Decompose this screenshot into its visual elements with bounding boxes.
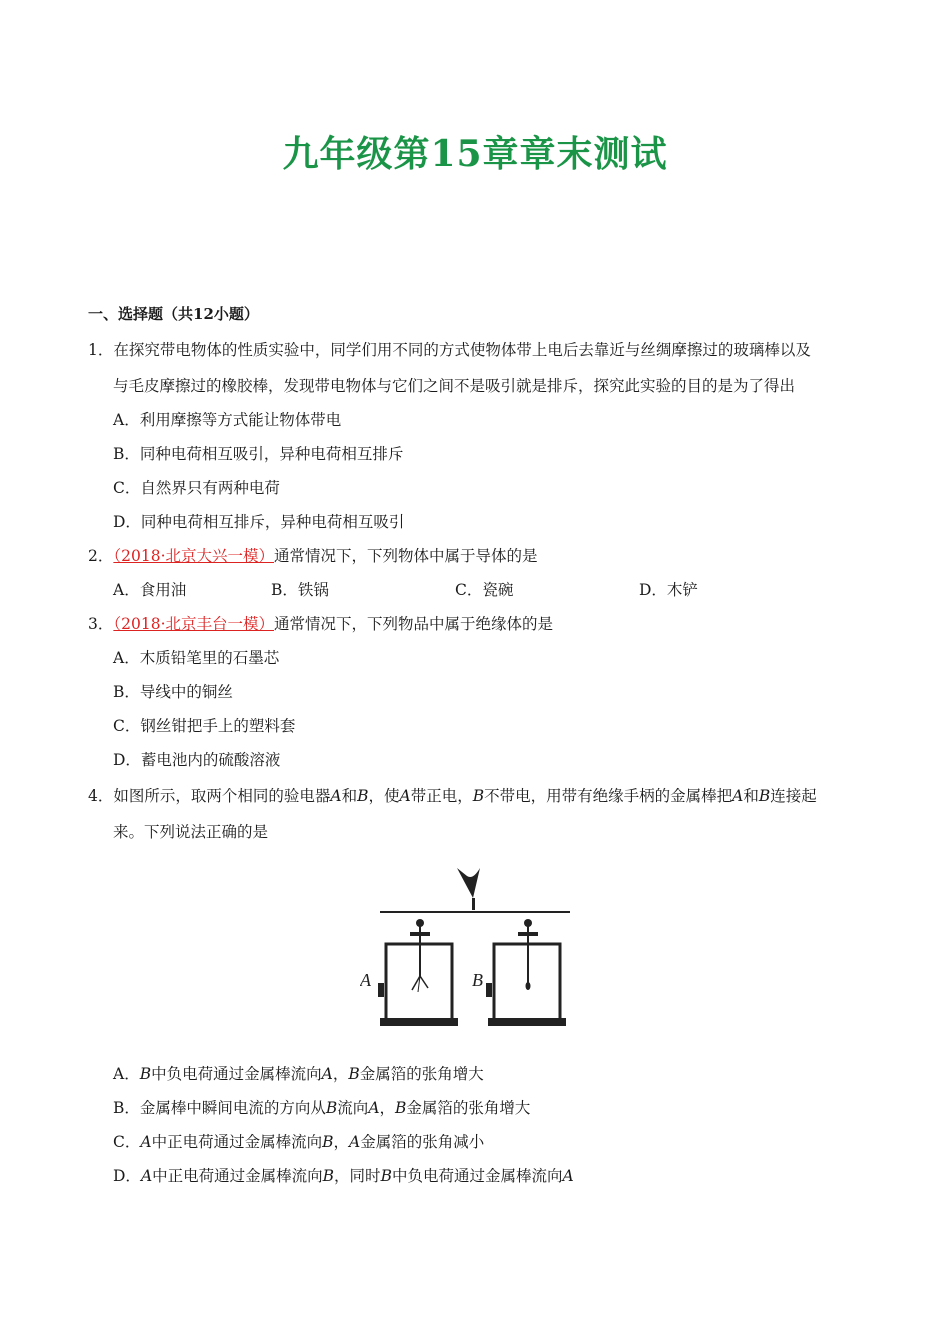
question-4: 4．如图所示，取两个相同的验电器A和B，使A带正电，B不带电，用带有绝缘手柄的金属棒把A和B连接起: [88, 787, 817, 805]
question-number: 2．: [88, 547, 114, 565]
q3-option-a: A．木质铅笔里的石墨芯: [113, 649, 280, 667]
insulated-handle: [457, 868, 480, 898]
section-heading: 一、选择题（共12小题）: [88, 305, 259, 323]
question-source: （2018·北京丰台一模）: [113, 615, 274, 633]
question-number: 3．: [88, 615, 114, 633]
electroscope-figure: [360, 858, 575, 1033]
question-stem: 通常情况下，下列物体中属于导体的是: [274, 547, 538, 565]
q2-option-b: B．铁锅: [271, 581, 329, 599]
q1-option-b: B．同种电荷相互吸引，异种电荷相互排斥: [113, 445, 404, 463]
question-2: [88, 546, 538, 566]
q3-option-b: B．导线中的铜丝: [113, 683, 233, 701]
q1-option-a: A．利用摩擦等方式能让物体带电: [113, 411, 342, 429]
q2-option-c: C．瓷碗: [455, 581, 514, 599]
question-4-continued: 来。下列说法正确的是: [113, 823, 269, 841]
q1-option-d: D．同种电荷相互排斥，异种电荷相互吸引: [113, 513, 405, 531]
q3-option-c: C．钢丝钳把手上的塑料套: [113, 717, 296, 735]
question-stem: 在探究带电物体的性质实验中，同学们用不同的方式使物体带上电后去靠近与丝绸摩擦过的玻璃棒以及: [113, 341, 811, 359]
q2-option-a: A．食用油: [113, 581, 187, 599]
label-b: B: [472, 970, 483, 990]
electroscope-a: [360, 919, 458, 1026]
question-3: [88, 614, 553, 634]
q4-option-b: B．金属棒中瞬间电流的方向从B流向A，B金属箔的张角增大: [113, 1099, 531, 1117]
question-source: （2018·北京大兴一模）: [113, 547, 274, 565]
q2-options: [113, 578, 813, 600]
q4-option-c: C．A中正电荷通过金属棒流向B，A金属箔的张角减小: [113, 1133, 485, 1151]
question-number: 1．: [88, 341, 114, 359]
electroscope-b: [472, 919, 566, 1026]
q4-option-d: D．A中正电荷通过金属棒流向B，同时B中负电荷通过金属棒流向A: [113, 1167, 574, 1185]
question-1: [88, 340, 811, 360]
q4-option-a: A．B中负电荷通过金属棒流向A，B金属箔的张角增大: [113, 1065, 484, 1083]
q2-option-d: D．木铲: [639, 581, 698, 599]
q1-option-c: C．自然界只有两种电荷: [113, 479, 280, 497]
question-1-continued: 与毛皮摩擦过的橡胶棒，发现带电物体与它们之间不是吸引就是排斥，探究此实验的目的是为了得出: [113, 377, 796, 395]
q3-option-d: D．蓄电池内的硫酸溶液: [113, 751, 281, 769]
label-a: A: [360, 970, 371, 990]
question-stem: 通常情况下，下列物品中属于绝缘体的是: [274, 615, 554, 633]
page-title: 九年级第15章章末测试: [282, 133, 668, 175]
